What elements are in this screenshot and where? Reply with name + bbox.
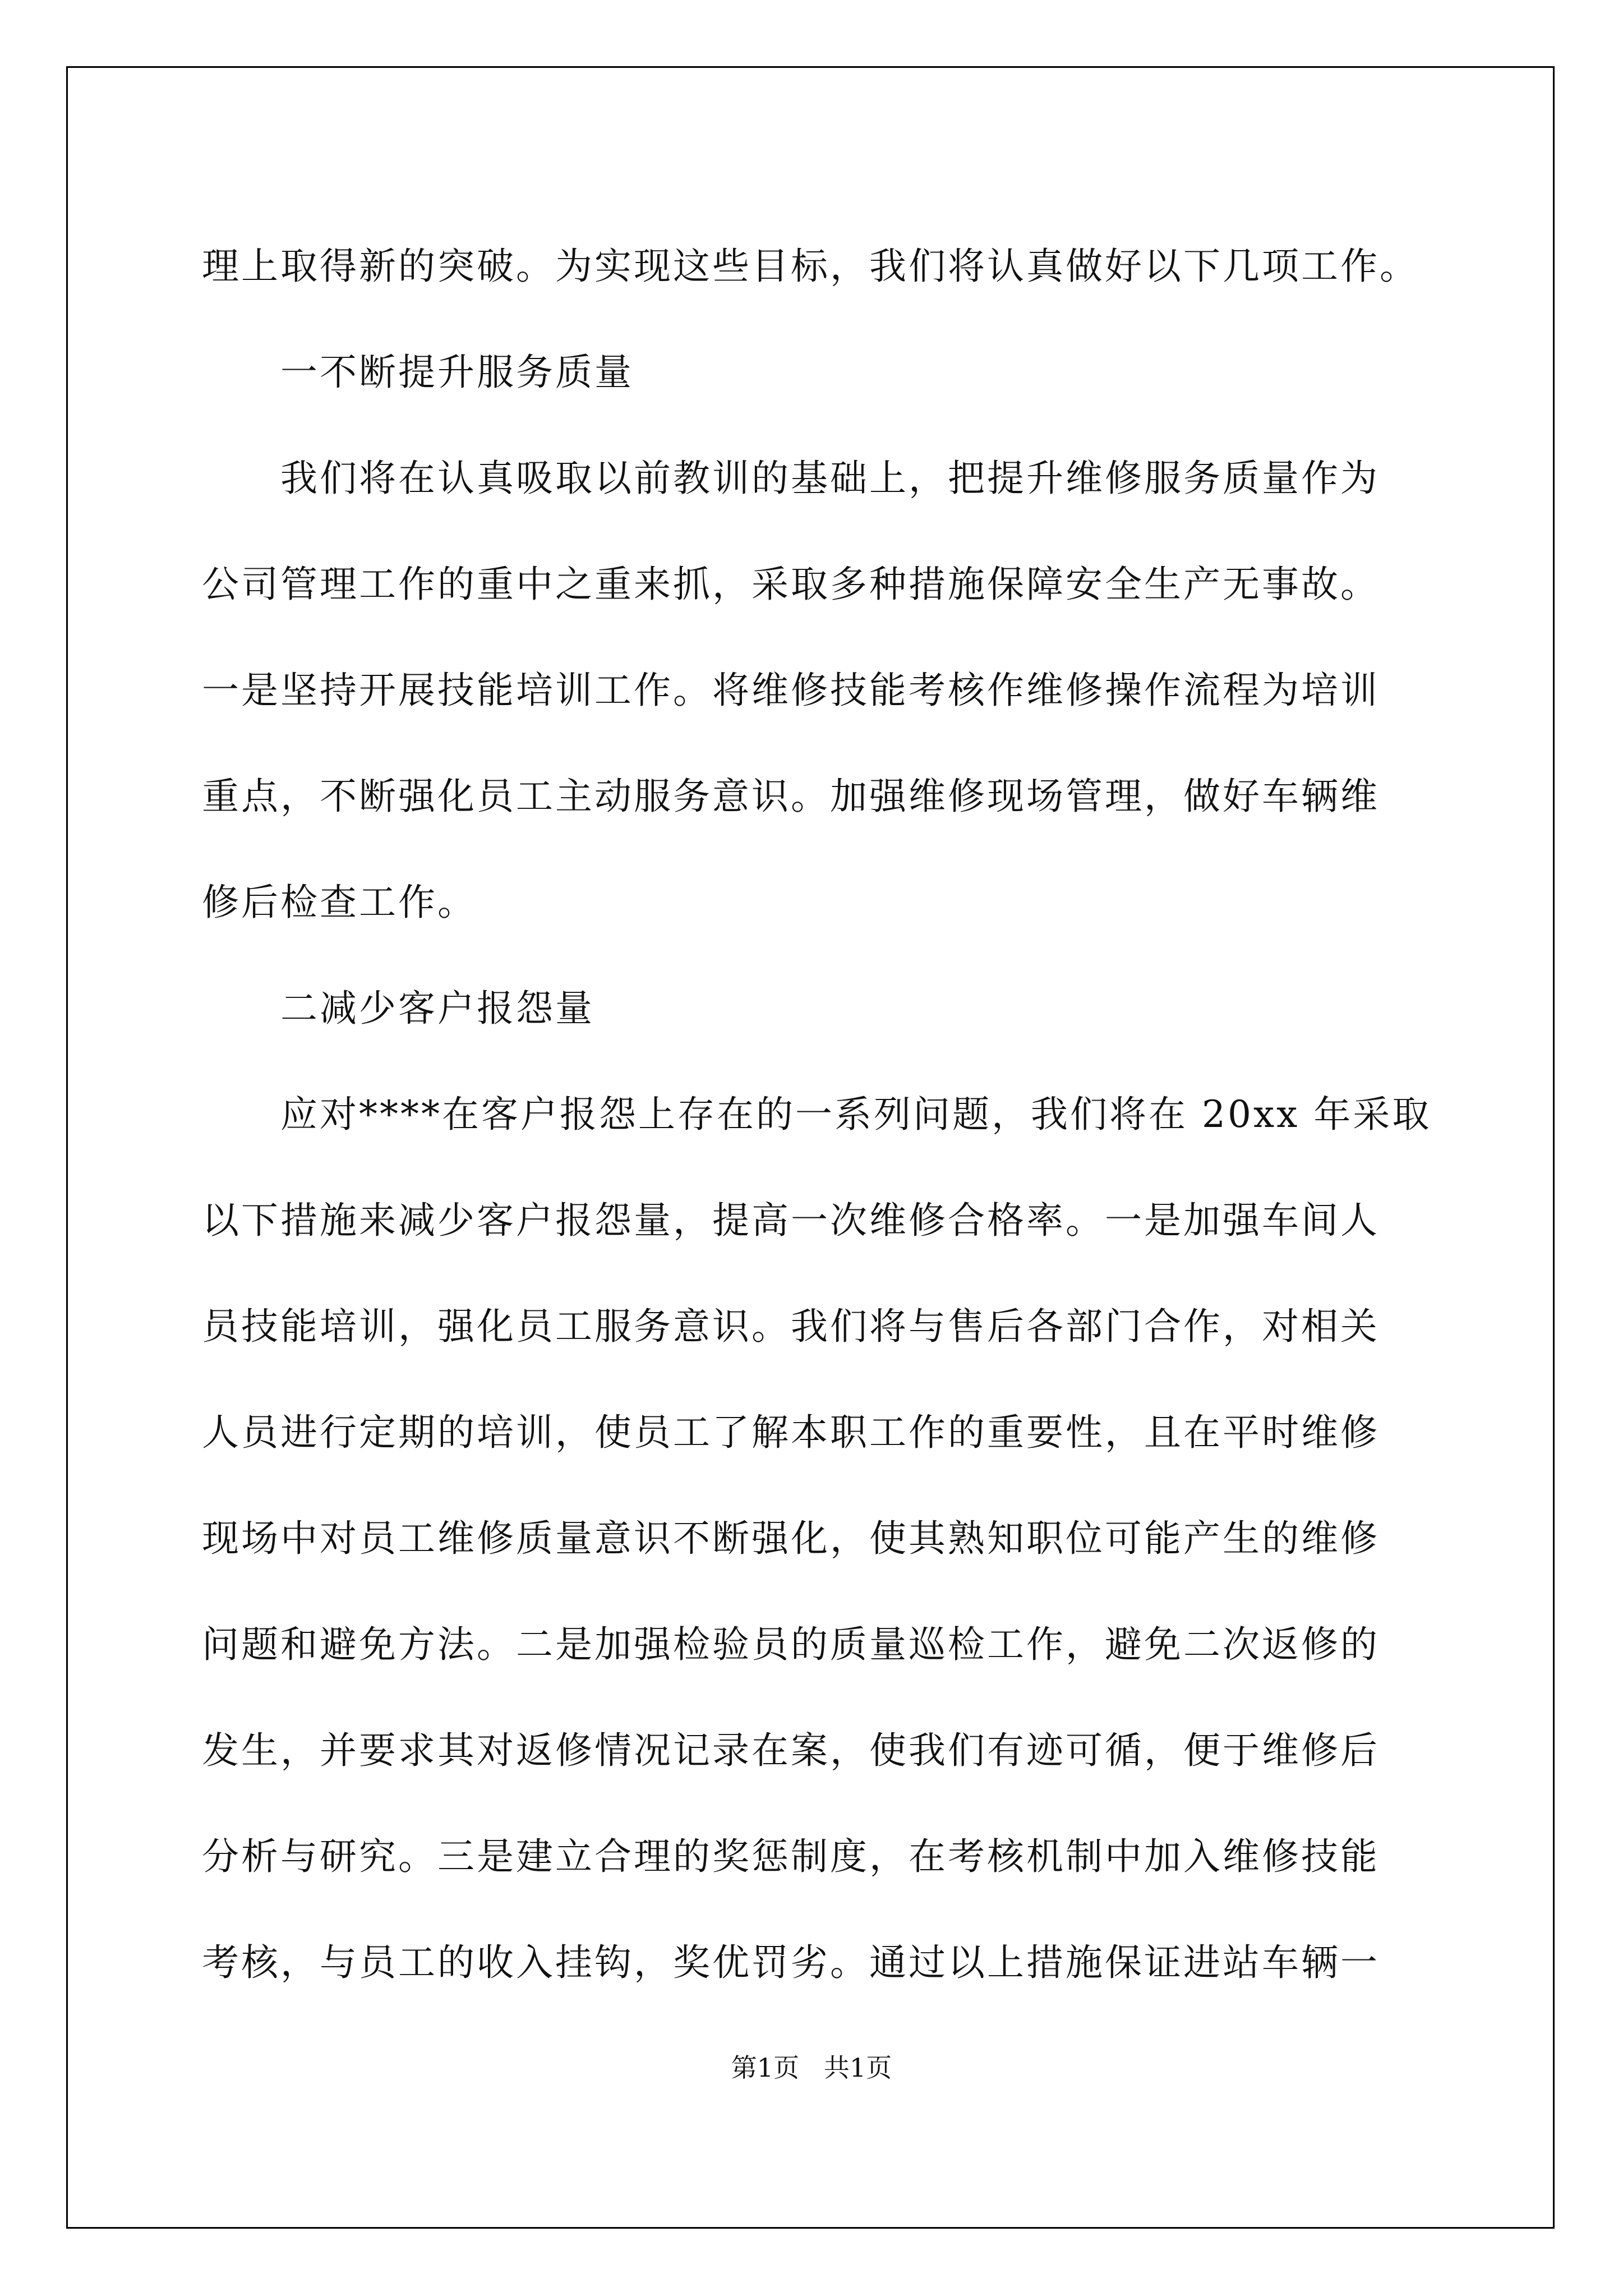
text-line-15: 发生，并要求其对返修情况记录在案，使我们有迹可循，便于维修后	[202, 1729, 1380, 1772]
text-line-7: 修后检查工作。	[202, 881, 477, 924]
text-line-12: 人员进行定期的培训，使员工了解本职工作的重要性，且在平时维修	[202, 1411, 1380, 1454]
section-heading-service-quality: 一不断提升服务质量	[280, 351, 634, 394]
text-line-3: 我们将在认真吸取以前教训的基础上，把提升维修服务质量作为	[280, 457, 1380, 500]
text-line-11: 员技能培训，强化员工服务意识。我们将与售后各部门合作，对相关	[202, 1305, 1380, 1348]
text-line-17: 考核，与员工的收入挂钩，奖优罚劣。通过以上措施保证进站车辆一	[202, 1941, 1380, 1984]
text-line-6: 重点，不断强化员工主动服务意识。加强维修现场管理，做好车辆维	[202, 775, 1380, 818]
section-heading-complaints: 二减少客户报怨量	[280, 987, 594, 1030]
text-line-13: 现场中对员工维修质量意识不断强化，使其熟知职位可能产生的维修	[202, 1517, 1380, 1560]
text-line-4: 公司管理工作的重中之重来抓，采取多种措施保障安全生产无事故。	[202, 563, 1380, 606]
document-body	[202, 213, 1436, 2016]
text-line-14: 问题和避免方法。二是加强检验员的质量巡检工作，避免二次返修的	[202, 1623, 1380, 1666]
text-line-1: 理上取得新的突破。为实现这些目标，我们将认真做好以下几项工作。	[202, 245, 1419, 288]
text-line-5: 一是坚持开展技能培训工作。将维修技能考核作维修操作流程为培训	[202, 669, 1380, 712]
page-number-footer: 第1页 共1页	[731, 2053, 892, 2083]
text-line-9: 应对****在客户报怨上存在的一系列问题，我们将在 20xx 年采取	[280, 1093, 1432, 1136]
text-line-16: 分析与研究。三是建立合理的奖惩制度，在考核机制中加入维修技能	[202, 1835, 1380, 1878]
text-line-10: 以下措施来减少客户报怨量，提高一次维修合格率。一是加强车间人	[202, 1199, 1380, 1242]
